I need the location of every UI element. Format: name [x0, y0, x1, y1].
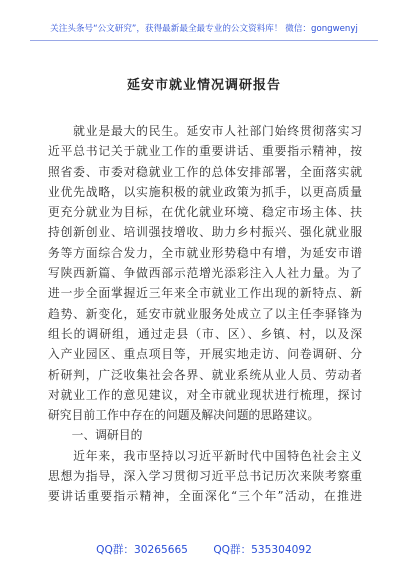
footer-qq-group-2: QQ群：535304092 [213, 544, 312, 556]
body-line: 照省委、市委对稳就业工作的总体安排部署，全面落实就 [48, 164, 362, 179]
body-line: 趋势、新变化，延安市就业服务处成立了以主任李驿锋为 [48, 306, 362, 321]
body-line: 组长的调研组，通过走县（市、区）、乡镇、村，以及深 [48, 326, 362, 341]
header-divider [30, 40, 378, 41]
body-line: 研究目前工作中存在的问题及解决问题的思路建议。 [48, 408, 320, 423]
body-line: 业优先战略，以实施积极的就业政策为抓手，以更高质量 [48, 184, 362, 199]
footer-contacts [0, 542, 408, 557]
body-line: 析研判，广泛收集社会各界、就业系统从业人员、劳动者 [48, 367, 362, 382]
footer-qq-group-1: QQ群：30265665 [96, 544, 188, 556]
body-line: 就业是最大的民生。延安市人社部门始终贯彻落实习 [48, 124, 362, 138]
body-line: 近平总书记关于就业工作的重要讲话、重要指示精神，按 [48, 144, 362, 159]
body-line: 更充分就业为目标，在优化就业环境、稳定市场主体、扶 [48, 205, 362, 220]
body-line: 要讲话重要指示精神，全面深化“三个年”活动，在推进 [48, 489, 362, 504]
document-body [48, 121, 362, 507]
body-line: 对就业工作的意见建议，对全市就业现状进行梳理，探讨 [48, 387, 362, 402]
body-line: 务等方面综合发力，全市就业形势稳中有增，为延安市谱 [48, 245, 362, 260]
body-line: 入产业园区、重点项目等，开展实地走访、问卷调研、分 [48, 347, 362, 362]
body-line: 写陕西新篇、争做西部示范增光添彩注入人社力量。为了 [48, 266, 362, 281]
document-title: 延安市就业情况调研报告 [126, 78, 281, 93]
body-line: 进一步全面掌握近三年来全市就业工作出现的新特点、新 [48, 286, 362, 301]
body-line: 持创新创业、培训强技增收、助力乡村振兴、强化就业服 [48, 225, 362, 240]
body-line: 思想为指导，深入学习贯彻习近平总书记历次来陕考察重 [48, 469, 362, 484]
section-heading: 一、调研目的 [48, 428, 143, 443]
body-line: 近年来，我市坚持以习近平新时代中国特色社会主义 [48, 448, 362, 463]
header-notice: 关注头条号“公文研究”，获得最新最全最专业的公文资料库！ 微信：gongwenyj [50, 24, 358, 34]
